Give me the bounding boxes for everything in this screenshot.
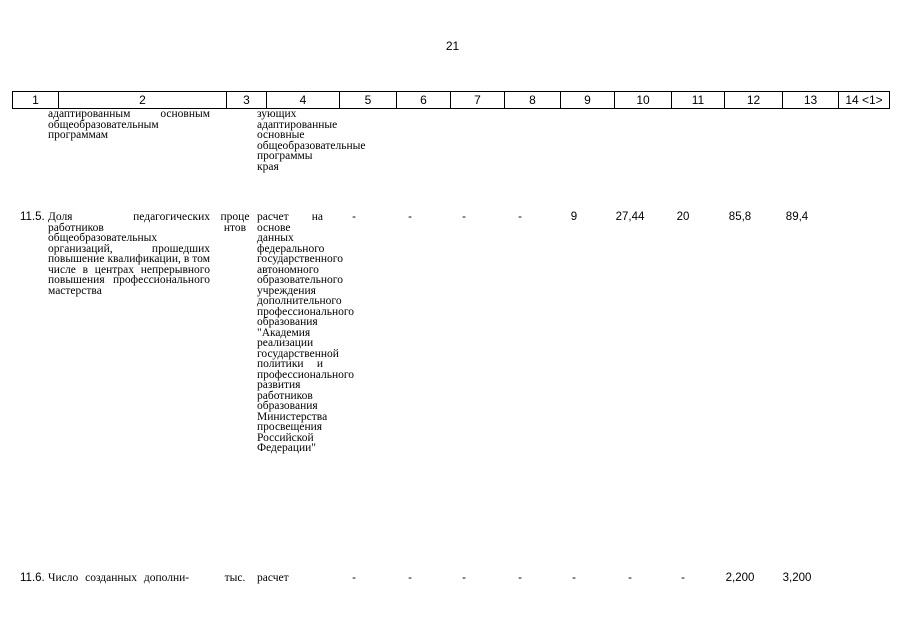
page-number: 21	[445, 39, 460, 53]
header-cell-7: 7	[451, 92, 505, 109]
row-11-5-value-col6: -	[408, 211, 412, 223]
row-11-6-value-col10: -	[628, 572, 632, 584]
header-cell-3: 3	[227, 92, 267, 109]
continued-row-method: зующих адаптированные основные общеобразовательные программы края	[257, 108, 366, 173]
row-11-5-value-col5: -	[352, 211, 356, 223]
header-cell-4: 4	[267, 92, 340, 109]
header-cell-11: 11	[672, 92, 725, 109]
row-11-6-value-col5: -	[352, 572, 356, 584]
header-cell-9: 9	[561, 92, 615, 109]
row-11-6-value-col12: 2,200	[725, 572, 755, 584]
row-11-5-value-col12: 85,8	[728, 211, 752, 223]
row-11-5-value-col9: 9	[570, 211, 578, 223]
row-11-6-value-col13: 3,200	[782, 572, 812, 584]
header-row	[13, 92, 890, 109]
column-number-header	[12, 91, 890, 109]
header-cell-12: 12	[725, 92, 783, 109]
row-11-5-value-col13: 89,4	[785, 211, 809, 223]
header-cell-6: 6	[397, 92, 451, 109]
row-11-5-indicator-name: Доля педагогических работников общеобразовательных организаций, прошедших повышение квалификации, в том числе в центрах непрерывного повышения профессионального мастерства	[48, 211, 210, 297]
header-cell-8: 8	[505, 92, 561, 109]
row-11-6-method: расчет	[257, 572, 289, 584]
row-11-5-unit: процентов	[220, 211, 250, 234]
header-cell-14: 14 <1>	[839, 92, 890, 109]
header-cell-10: 10	[615, 92, 672, 109]
row-11-5-value-col7: -	[462, 211, 466, 223]
row-11-6-indicator-name: Число созданных дополни-	[48, 572, 190, 584]
row-11-6-value-col6: -	[408, 572, 412, 584]
row-11-5-value-col8: -	[518, 211, 522, 223]
row-11-5-value-col10: 27,44	[615, 211, 645, 223]
row-11-5-value-col11: 20	[676, 211, 690, 223]
row-11-6-value-col7: -	[462, 572, 466, 584]
row-11-6-value-col9: -	[572, 572, 576, 584]
row-11-6-value-col8: -	[518, 572, 522, 584]
header-cell-1: 1	[13, 92, 59, 109]
row-11-5-number: 11.5.	[20, 211, 45, 223]
row-11-6-value-col11: -	[681, 572, 685, 584]
continued-row-indicator-name: адаптированным основным общеобразовательным программам	[48, 108, 210, 141]
header-cell-5: 5	[340, 92, 397, 109]
row-11-6-unit: тыс.	[224, 572, 246, 584]
row-11-5-method: расчет на основе данных федерального государственного автономного образовательного учреждения дополнительного профессионального образования "Академия реализации государственной политики и профессионального развития работников образования Министерства просвещения Российской Федерации"	[257, 211, 355, 454]
header-cell-13: 13	[783, 92, 839, 109]
row-11-6-number: 11.6.	[20, 572, 45, 584]
header-cell-2: 2	[59, 92, 227, 109]
